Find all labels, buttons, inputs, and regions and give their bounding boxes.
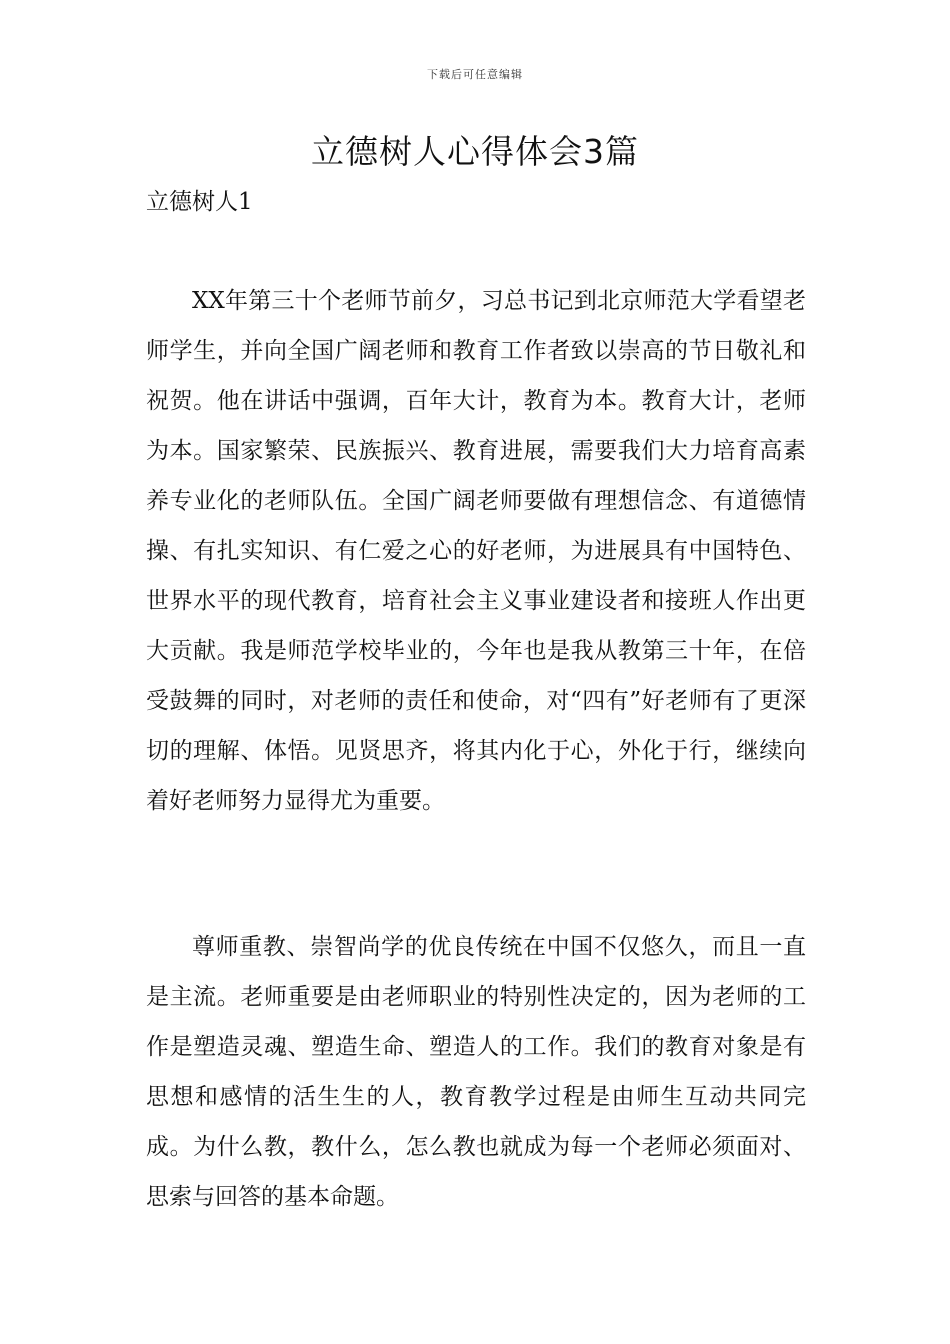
body-paragraph-2: 尊师重教、崇智尚学的优良传统在中国不仅悠久，而且一直是主流。老师重要是由老师职业的特别性决定的，因为老师的工作是塑造灵魂、塑造生命、塑造人的工作。我们的教育对象是有思想和感情的活生生的人，教育教学过程是由师生互动共同完成。为什么教，教什么，怎么教也就成为每一个老师必须面对、思索与回答的基本命题。 xyxy=(146,934,806,1210)
section-heading: 立德树人1 xyxy=(146,189,253,215)
document-title: 立德树人心得体会3篇 xyxy=(311,132,639,171)
body-paragraph-1: XX年第三十个老师节前夕，习总书记到北京师范大学看望老师学生，并向全国广阔老师和教育工作者致以崇高的节日敬礼和祝贺。他在讲话中强调，百年大计，教育为本。教育大计，老师为本。国家繁荣、民族振兴、教育进展，需要我们大力培育高素养专业化的老师队伍。全国广阔老师要做有理想信念、有道德情操、有扎实知识、有仁爱之心的好老师，为进展具有中国特色、世界水平的现代教育，培育社会主义事业建设者和接班人作出更大贡献。我是师范学校毕业的，今年也是我从教第三十年，在倍受鼓舞的同时，对老师的责任和使命，对“四有”好老师有了更深切的理解、体悟。见贤思齐，将其内化于心，外化于行，继续向着好老师努力显得尤为重要。 xyxy=(146,288,806,814)
header-note: 下载后可任意编辑 xyxy=(427,68,523,81)
